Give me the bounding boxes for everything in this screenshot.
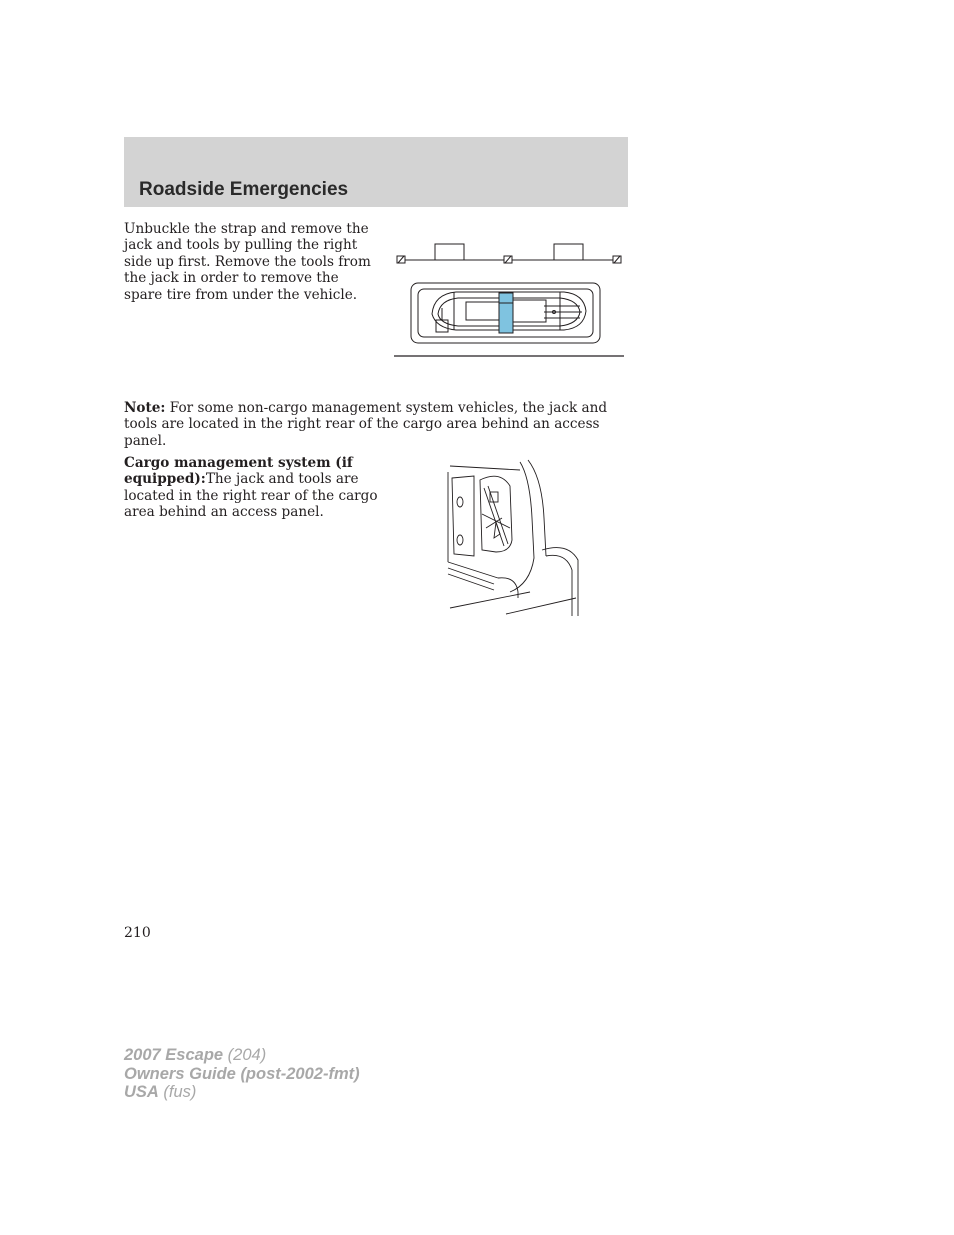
jack-tools-illustration: [394, 236, 626, 360]
note-label: Note:: [124, 400, 166, 416]
page-number: 210: [124, 925, 151, 941]
footer-line-region: USA (fus): [124, 1083, 197, 1101]
note-text: For some non-cargo management system vehicles, the jack and tools are located in the right rear of the cargo area behind an access panel.: [124, 400, 608, 449]
cargo-label: Cargo management system (if equipped):: [124, 455, 353, 488]
note-paragraph: [124, 400, 614, 449]
cargo-paragraph: [124, 455, 384, 521]
footer-line-guide: Owners Guide (post-2002-fmt): [124, 1064, 360, 1083]
document-footer: [124, 1046, 360, 1102]
instruction-paragraph: Unbuckle the strap and remove the jack and tools by pulling the right side up first. Remove the tools from the jack in order to remove the spare tire from under the vehicle.: [124, 221, 371, 303]
footer-line-model: 2007 Escape (204): [124, 1046, 267, 1064]
section-title: Roadside Emergencies: [139, 179, 349, 200]
section-header-band: [124, 137, 628, 207]
cargo-text: The jack and tools are located in the right rear of the cargo area behind an access panel.: [124, 471, 378, 521]
cargo-area-illustration: [444, 458, 584, 618]
